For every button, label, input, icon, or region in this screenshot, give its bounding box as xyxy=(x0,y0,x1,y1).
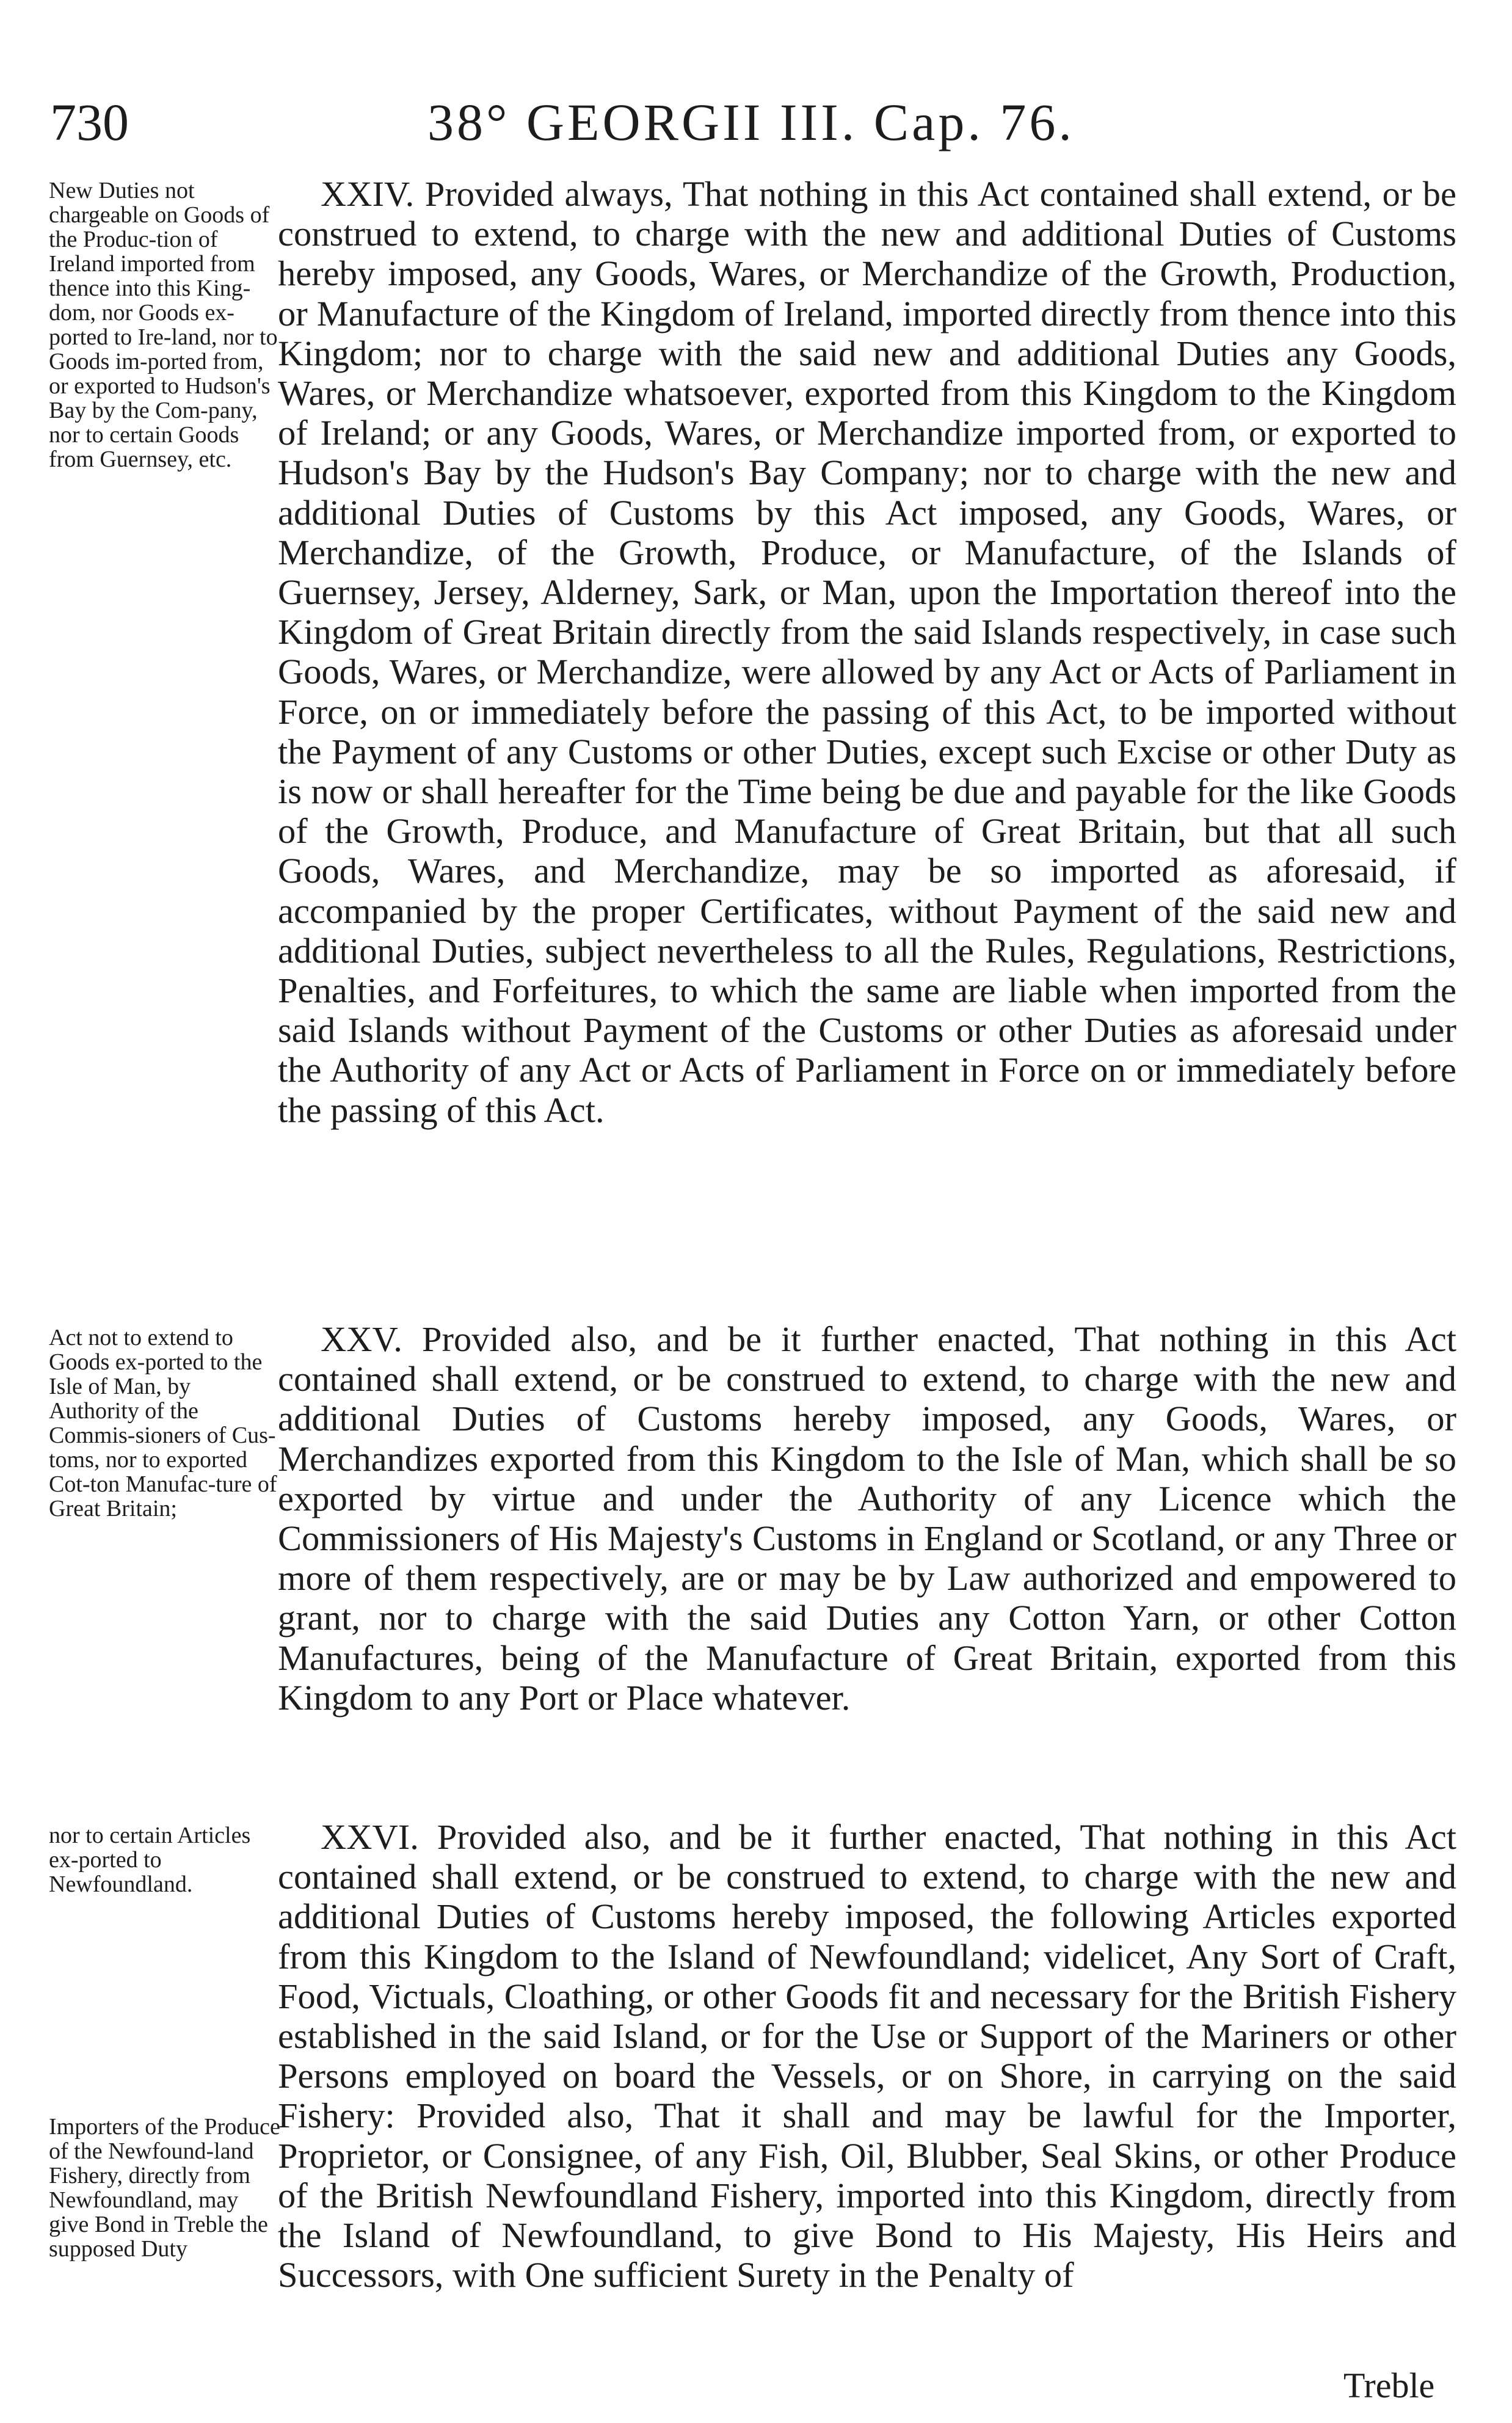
margin-note: nor to certain Articles ex-ported to Newfoundland. xyxy=(49,1823,251,1897)
section-xxvi xyxy=(278,1817,1456,2295)
catchword: Treble xyxy=(1343,2366,1435,2405)
section-xxiv xyxy=(278,174,1456,1130)
section-text: XXIV. Provided always, That nothing in this Act contained shall extend, or be construed to extend, to charge with the new and additional Duties of Customs hereby imposed, any Goods, Wares, or Merchandize of the Growth, Production, or Manufacture of the Kingdom of Ireland, imported directly from thence into this Kingdom; nor to charge with the said new and additional Duties any Goods, Wares, or Merchandize whatsoever, exported from this Kingdom to the Kingdom of Ireland; or any Goods, Wares, or Merchandize imported from, or exported to Hudson's Bay by the Hudson's Bay Company; nor to charge with the new and additional Duties of Customs by this Act imposed, any Goods, Wares, or Merchandize, of the Growth, Produce, or Manufacture, of the Islands of Guernsey, Jersey, Alderney, Sark, or Man, upon the Importation thereof into the Kingdom of Great Britain directly from the said Islands respectively, in case such Goods, Wares, or Merchandize, were allowed by any Act or Acts of Parliament in Force, on or immediately before the passing of this Act, to be imported without the Payment of any Customs or other Duties, except such Excise or other Duty as is now or shall hereafter for the Time being be due and payable for the like Goods of the Growth, Produce, and Manufacture of Great Britain, but that all such Goods, Wares, and Merchandize, may be so imported as aforesaid, if accompanied by the proper Certificates, without Payment of the said new and additional Duties, subject nevertheless to all the Rules, Regulations, Restrictions, Penalties, and Forfeitures, to which the same are liable when imported from the said Islands without Payment of the Customs or other Duties as aforesaid under the Authority of any Act or Acts of Parliament in Force on or immediately before the passing of this Act. xyxy=(278,174,1456,1130)
section-text: XXV. Provided also, and be it further enacted, That nothing in this Act contained shall extend, or be construed to extend, to charge with the new and additional Duties of Customs hereby imposed, any Goods, Wares, or Merchandizes exported from this Kingdom to the Isle of Man, which shall be so exported by virtue and under the Authority of any Licence which the Commissioners of His Majesty's Customs in England or Scotland, or any Three or more of them respectively, are or may be by Law authorized and empowered to grant, nor to charge with the said Duties any Cotton Yarn, or other Cotton Manufactures, being of the Manufacture of Great Britain, exported from this Kingdom to any Port or Place whatever. xyxy=(278,1319,1456,1718)
section-text: XXVI. Provided also, and be it further enacted, That nothing in this Act contained shall extend, or be construed to extend, to charge with the new and additional Duties of Customs hereby imposed, the following Articles exported from this Kingdom to the Island of Newfoundland; videlicet, Any Sort of Craft, Food, Victuals, Cloathing, or other Goods fit and necessary for the British Fishery established in the said Island, or for the Use or Support of the Mariners or other Persons employed on board the Vessels, or on Shore, in carrying on the said Fishery: Provided also, That it shall and may be lawful for the Importer, Proprietor, or Consignee, of any Fish, Oil, Blubber, Seal Skins, or other Produce of the British Newfoundland Fishery, imported into this Kingdom, directly from the Island of Newfoundland, to give Bond to His Majesty, His Heirs and Successors, with One sufficient Surety in the Penalty of xyxy=(278,1817,1456,2295)
running-header xyxy=(0,92,1512,159)
page-number: 730 xyxy=(50,93,129,151)
running-title: 38° GEORGII III. Cap. 76. xyxy=(427,93,1075,151)
margin-note: Act not to extend to Goods ex-ported to the Isle of Man, by Authority of the Commis-sioners of Cus-toms, nor to exported Cot-ton Manufac-ture of Great Britain; xyxy=(49,1325,277,1521)
margin-note: Importers of the Produce of the Newfound-land Fishery, directly from Newfoundland, may give Bond in Treble the supposed Duty xyxy=(49,2114,280,2262)
section-xxv xyxy=(278,1319,1456,1718)
margin-note: New Duties not chargeable on Goods of the Produc-tion of Ireland imported from thence into this King-dom, nor Goods ex-ported to Ire-land, nor to Goods im-ported from, or exported to Hudson's Bay by the Com-pany, nor to certain Goods from Guernsey, etc. xyxy=(49,178,278,472)
